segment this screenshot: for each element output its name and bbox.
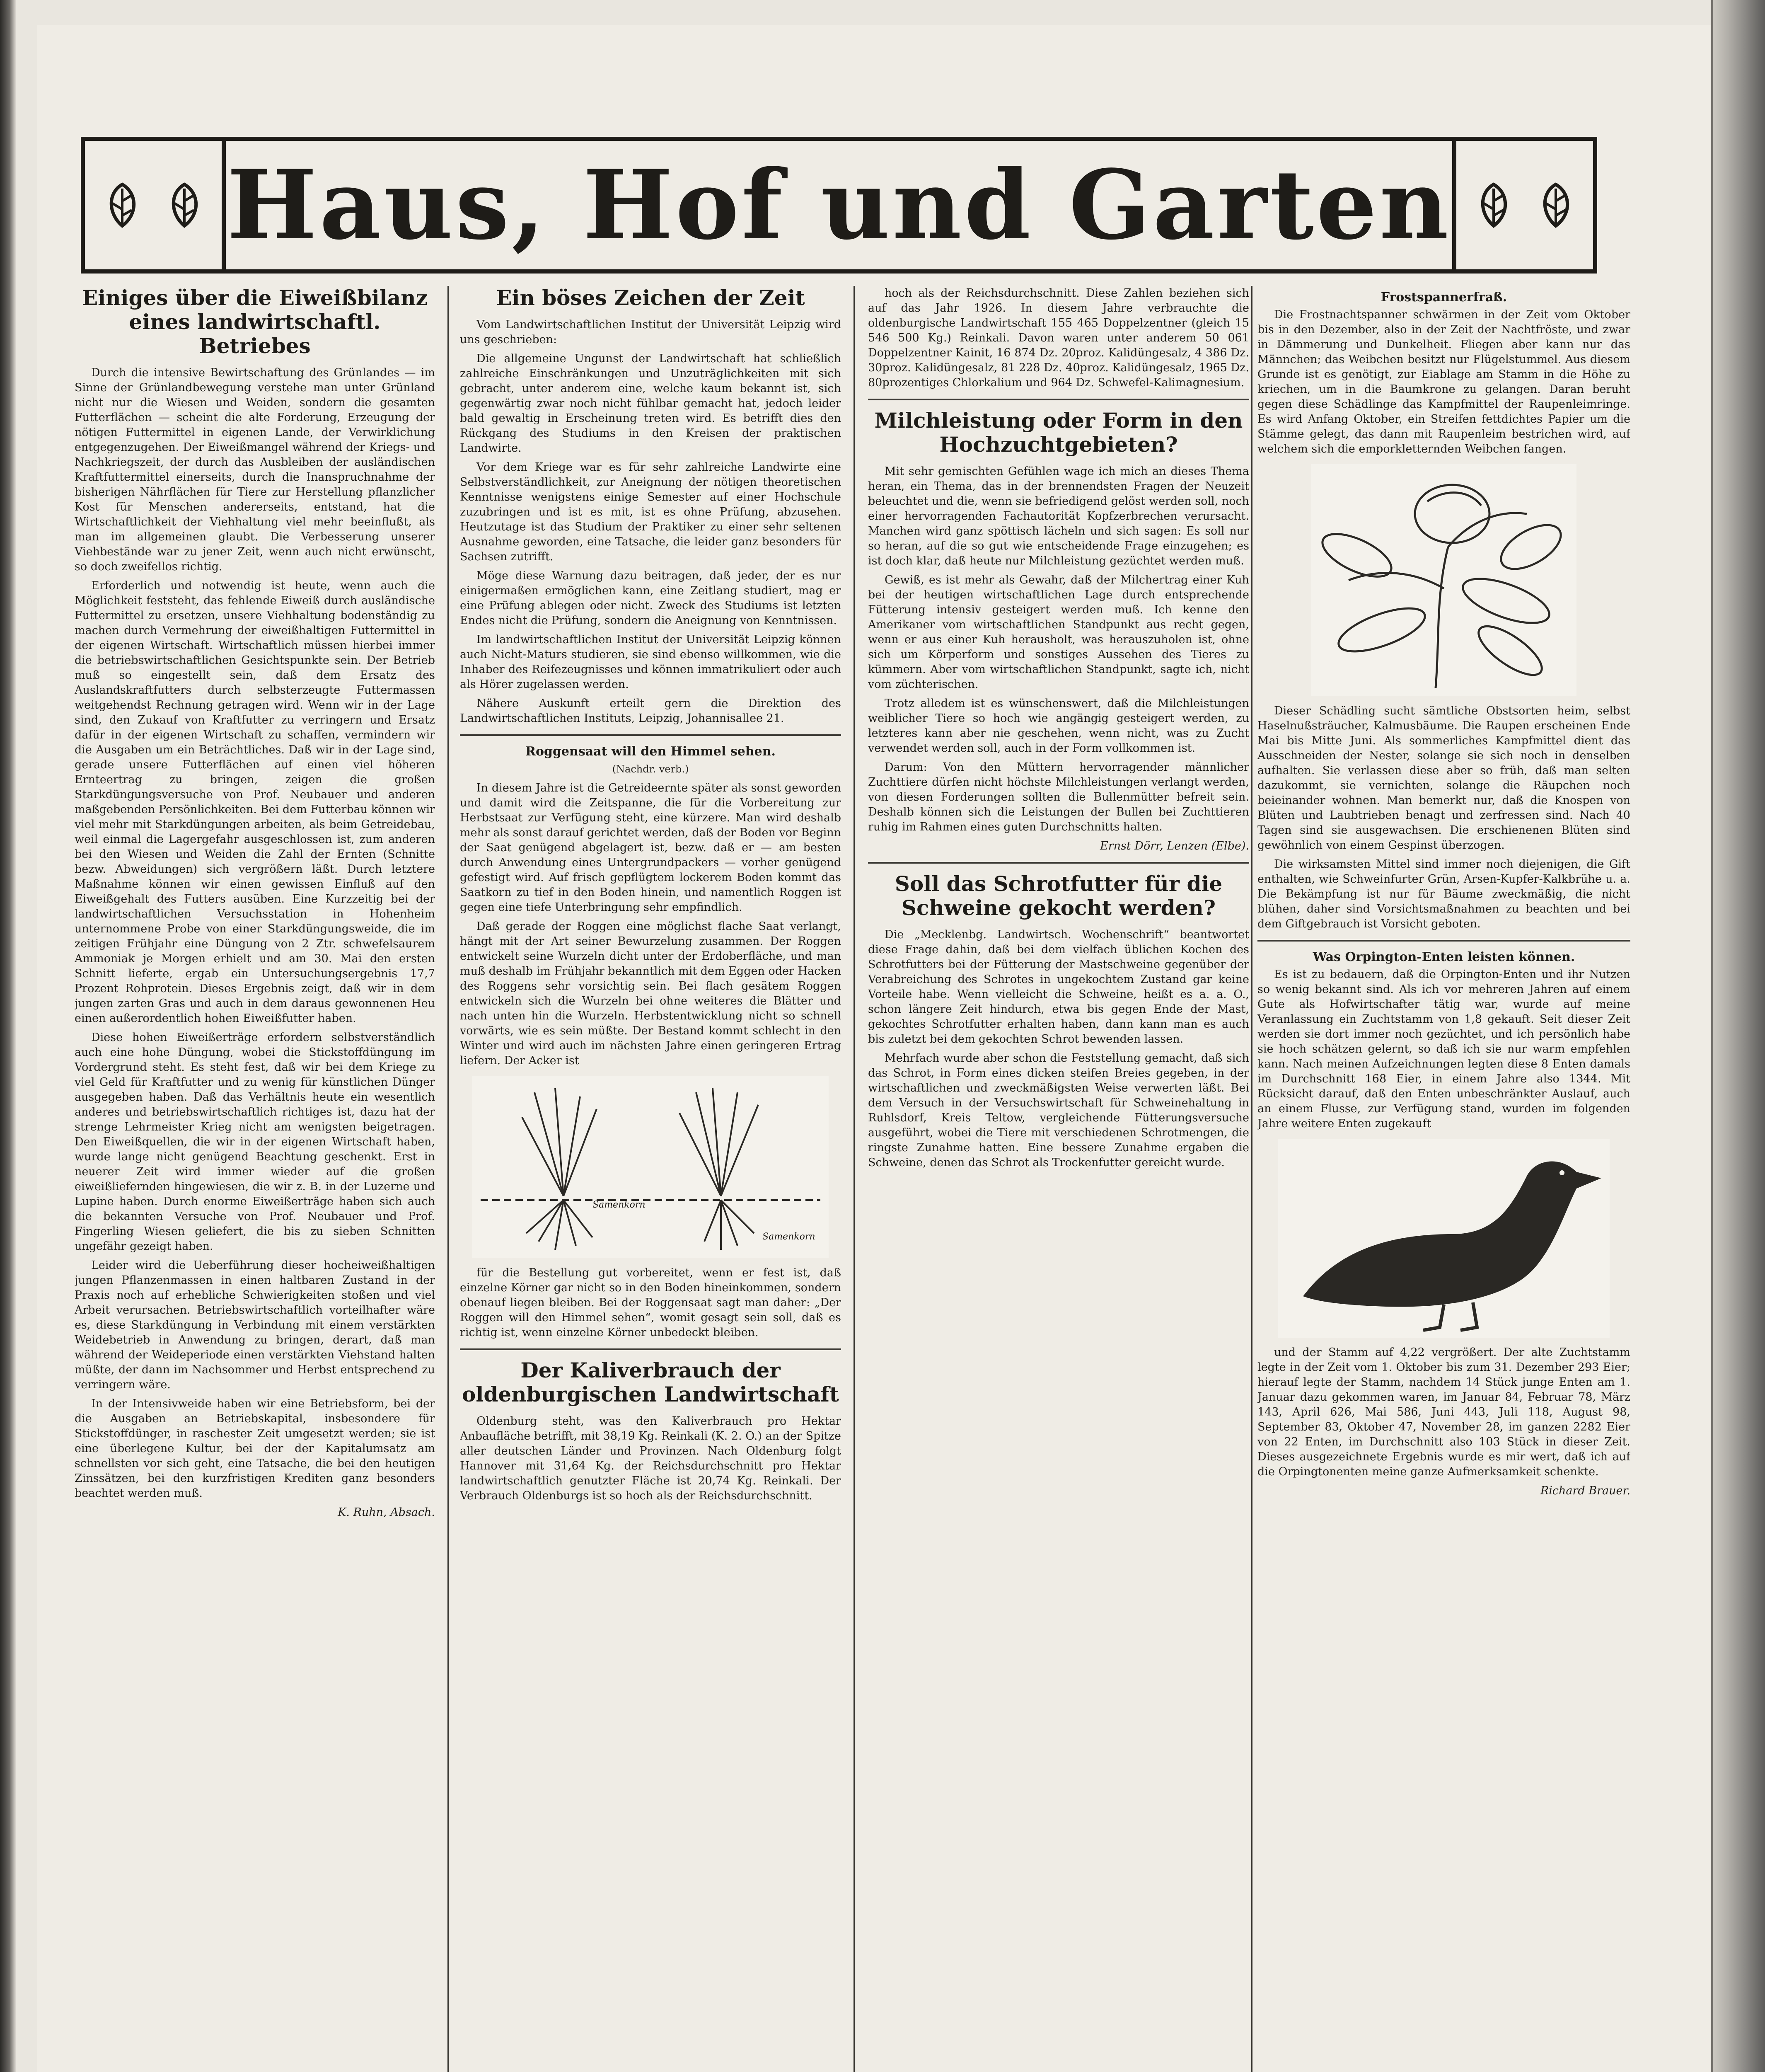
article-paragraph: Die allgemeine Ungunst der Landwirtschaft hat schließlich zahlreiche Einschränkungen und Unzuträglichkeiten mit sich gebracht, unter anderem eine, welche kaum bekannt ist, sich gegenwärtig zwar noch nicht fühlbar gemacht hat, jedoch leider bald gewaltig in Erscheinung treten wird. Es betrifft dies den Rückgang des Studiums in den Kreisen der praktischen Landwirte. [460,352,841,455]
leaf-ornament-right [1452,141,1593,269]
fruit-branch-illustration [1311,464,1576,696]
article-lead: Vom Landwirtschaftlichen Institut der Universität Leipzig wird uns geschrieben: [460,318,841,346]
article-paragraph: Nähere Auskunft erteilt gern die Direktion des Landwirtschaftlichen Instituts, Leipzig, Johannisallee 21. [460,697,841,725]
column-divider [447,286,449,2072]
section-divider [1257,940,1630,942]
article-paragraph: Gewiß, es ist mehr als Gewahr, daß der Milchertrag einer Kuh bei der heutigen wirtschaftlichen Lage durch entsprechende Fütterung intensiv gesteigert werden muß. Ich kenne den Amerikaner vom wirtschaftlichen Standpunkt aus recht gegen, wenn er aus einer Kuh herausholt, was herauszuholen ist, ohne sich um Körperform und sonstiges Aussehen des Tieres zu kümmern. Aber vom wirtschaftlichen Standpunkt, sagte ich, nicht vom züchterischen. [868,574,1249,691]
article-paragraph: Daß gerade der Roggen eine möglichst flache Saat verlangt, hängt mit der Art seiner Bewurzelung zusammen. Der Roggen entwickelt seine Wurzeln dicht unter der Erdoberfläche, und man muß deshalb im Frühjahr bekanntlich mit dem Eggen oder Hacken des Roggens sehr vorsichtig sein. Bei flach gesätem Roggen entwickeln sich die Wurzeln bei ohne weiteres die Blätter und nach unten hin die Wurzeln. Herbstentwicklung nicht so schnell vorwärts, wie es sein müßte. Der Bestand kommt schlecht in den Winter und wird auch im nächsten Jahre einen geringeren Ertrag liefern. Der Acker ist [460,920,841,1067]
article-paragraph: Oldenburg steht, was den Kaliverbrauch pro Hektar Anbaufläche betrifft, mit 38,19 Kg. Reinkali (K. 2. O.) an der Spitze aller deutschen Länder und Provinzen. Nach Oldenburg folgt Hannover mit 31,64 Kg. der Reichsdurchschnitt pro Hektar landwirtschaftlich genutzter Fläche ist 20,74 Kg. Reinkali. Der Verbrauch Oldenburgs ist so hoch als der Reichsdurchschnitt. [460,1415,841,1502]
article-paragraph: für die Bestellung gut vorbereitet, wenn er fest ist, daß einzelne Körner gar nicht so in den Boden hineinkommen, sondern obenauf liegen bleiben. Bei der Roggensaat sagt man daher: „Der Roggen will den Himmel sehen“, womit gesagt sein soll, daß es richtig ist, wenn einzelne Körner unbedeckt bleiben. [460,1266,841,1339]
figure-label: Samenkorn [762,1232,815,1242]
article-paragraph: Mit sehr gemischten Gefühlen wage ich mich an dieses Thema heran, ein Thema, das in der brennendsten Fragen der Neuzeit beleuchtet und die, wenn sie befriedigend gelöst werden soll, noch einer hervorragenden Fachautorität Kopfzerbrechen verursacht. Manchen wird ganz spöttisch lächeln und sich sagen: Es soll nur so heran, auf die so gut wie entscheidende Frage einzugehen; es ist doch klar, daß heute nur Milchleistung gezüchtet werden muß. [868,465,1249,567]
reprint-note: (Nachdr. verb.) [612,763,689,775]
article-paragraph: Durch die intensive Bewirtschaftung des Grünlandes — im Sinne der Grünlandbewegung verstehe man unter Grünland nicht nur die Wiesen und Weiden, sondern die gesamten Futterflächen — scheint die alte Forderung, Erzeugung der nötigen Futtermittel in eigenen Lande, der Verwirklichung entgegenzugehen. Der Eiweißmangel während der Kriegs- und Nachkriegszeit, der durch das Ausbleiben der ausländischen Kraftfuttermittel einerseits, durch die Inanspruchnahme der bisherigen Nährflächen für Tiere zur Herstellung pflanzlicher Kost für Menschen andererseits, entstand, hat die Wirtschaftlichkeit der Viehhaltung viel mehr beeinflußt, als man im allgemeinen glaubt. Die Verbesserung unserer Viehbestände war zu jener Zeit, wenn auch nicht erwünscht, so doch zweifellos richtig. [75,366,435,573]
section-divider [460,1348,841,1350]
article-paragraph: Die Frostnachtspanner schwärmen in der Zeit vom Oktober bis in den Dezember, also in der Zeit der Nachtfröste, und zwar in Dämmerung und Dunkelheit. Fliegen aber kann nur das Männchen; das Weibchen besitzt nur Flügelstummel. Aus diesem Grunde ist es genötigt, zur Eiablage am Stamm in die Höhe zu kriechen, um in die Baumkrone zu gelangen. Daran beruht gegen diese Schädlinge das Kampfmittel der Raupenleimringe. Es wird Anfang Oktober, ein Streifen fettdichtes Papier um die Stämme gelegt, das dann mit Raupenleim bestrichen wird, auf welchem sich die emporkletternden Weibchen fangen. [1257,308,1630,455]
article-paragraph: Es ist zu bedauern, daß die Orpington-Enten und ihr Nutzen so wenig bekannt sind. Als ich vor mehreren Jahren auf einem Gute als Hofwirtschafter tätig war, wurde auf meine Veranlassung ein Zuchtstamm von 1,8 gekauft. Seit dieser Zeit werden sie dort immer noch gezüchtet, und ich persönlich habe sie hoch schätzen gelernt, so daß ich sie nur warm empfehlen kann. Nach meinen Aufzeichnungen legten diese 8 Enten damals im Durchschnitt 168 Eier, in einem Jahre also 1344. Mit Rücksicht darauf, daß den Enten unbeschränkter Auslauf, auch an einem Flusse, zur Verfügung stand, wurden im folgenden Jahre weitere Enten zugekauft [1257,968,1630,1130]
duck-illustration [1278,1139,1610,1338]
leaf-icon [1533,180,1579,230]
leaf-icon [99,180,145,230]
column-divider [853,286,855,2072]
article-title-frostspanner: Frostspannerfraß. [1381,290,1507,305]
article-paragraph: In der Intensivweide haben wir eine Betriebsform, bei der die Ausgaben an Betriebskapital, insbesondere für Stickstoffdünger, in raschester Zeit umgesetzt werden; sie ist eine überlegene Kultur, bei der der Kapitalumsatz am schnellsten vor sich geht, eine Tatsache, die bei den heutigen Zinssätzen, bei den kurzfristigen Krediten ganz besonders beachtet werden muß. [75,1397,435,1500]
leaf-icon [1471,180,1516,230]
article-paragraph: Möge diese Warnung dazu beitragen, daß jeder, der es nur einigermaßen ermöglichen kann, eine Zeitlang studiert, mag er eine Prüfung ablegen oder nicht. Zweck des Studiums ist letzten Endes nicht die Prüfung, sondern die Aneignung von Kenntnissen. [460,569,841,627]
column-4 [1257,286,1630,2072]
column-1 [75,286,435,2072]
article-title-boeses-zeichen: Ein böses Zeichen der Zeit [496,286,805,310]
article-paragraph: Die „Mecklenbg. Landwirtsch. Wochenschrift“ beantwortet diese Frage dahin, daß bei dem vielfach üblichen Kochen des Schrotfutters bei der Fütterung der Mastschweine gegenüber der Verabreichung des Schrotes in ungekochtem Zustand gar keine Vorteile habe. Wenn vielleicht die Schweine, heißt es a. a. O., schon längere Zeit hindurch, etwa bis gegen Ende der Mast, gekochtes Schrotfutter erhalten haben, dann kann man es auch bis zuletzt bei dem gekochten Schrot bewenden lassen. [868,928,1249,1046]
column-3 [868,286,1249,2072]
article-paragraph: Leider wird die Ueberführung dieser hocheiweißhaltigen jungen Pflanzenmassen in einen haltbaren Zustand in der Praxis noch auf erhebliche Schwierigkeiten stoßen und viel Arbeit verursachen. Betriebswirtschaftlich vorteilhafter wäre es, diese Starkdüngung in Verbindung mit einem verstärkten Weidebetrieb in Anwendung zu bringen, derart, daß man während der Weideperiode einen verstärkten Viehstand halten müßte, der dann im Nachsommer und Herbst entsprechend zu verringern wäre. [75,1259,435,1391]
headline-frame [81,137,1597,274]
article-signature: Richard Brauer. [1540,1484,1630,1497]
article-paragraph: Erforderlich und notwendig ist heute, wenn auch die Möglichkeit feststeht, das fehlende Eiweiß durch ausländische Futtermittel zu ersetzen, unsere Viehhaltung bodenständig zu machen durch Vermehrung der eiweißhaltigen Futtermittel in der eigenen Wirtschaft. Wirtschaftlich müssen hierbei immer die betriebswirtschaftlichen Gesichtspunkte sein. Der Betrieb muß so eingestellt sein, daß dem Ersatz des Auslandskraftfutters durch selbsterzeugte Futtermassen weitgehendst Rechnung getragen wird. Wenn wir in der Lage sind, den Zukauf von Kraftfutter zu verringern und Ersatz dafür in der eigenen Wirtschaft zu schaffen, vermindern wir die Ausgaben um ein Beträchtliches. Daß wir in der Lage sind, gerade unsere Futterflächen auf einen viel höheren Ernteertrag zu bringen, zeigen die großen Starkdüngungsversuche von Prof. Neubauer und anderen maßgebenden Persönlichkeiten. Bei dem Futterbau können wir viel mehr mit Starkdüngungen arbeiten, als beim Getreidebau, weil einmal die Lagergefahr ausgeschlossen ist, zum anderen bei den Wiesen und Weiden die Zahl der Ernten (Schnitte bezw. Abweidungen) sich vergrößern läßt. Durch letztere Maßnahme können wir einen gewissen Einfluß auf den Eiweißgehalt des Futters ausüben. Eine Kurzzeitig bei der landwirtschaftlichen Versuchsstation in Hohenheim unternommene Probe von einer Starkdüngungsweide, die im zeitigen Frühjahr eine Düngung von 2 Ztr. schwefelsaurem Ammoniak je Morgen erhielt und am 30. Mai den ersten Schnitt lieferte, ergab ein Untersuchungsergebnis 17,7 Prozent Rohprotein. Dieses Ergebnis zeigt, daß wir in dem jungen zarten Gras und auch in dem daraus gewonnenen Heu einen außerordentlich hohen Eiweißfutter haben. [75,579,435,1025]
article-title-milchleistung: Milchleistung oder Form in den Hochzuchtgebieten? [874,408,1243,457]
column-divider [1251,286,1252,2072]
article-paragraph: Vor dem Kriege war es für sehr zahlreiche Landwirte eine Selbstverständlichkeit, zur Aneignung der nötigen theoretischen Kenntnisse wenigstens einige Semester auf einer Hochschule zuzubringen und ist es mit, ist es ohne Prüfung, abzusehen. Heutzutage ist das Studium der Praktiker zu einer sehr seltenen Ausnahme geworden, eine Tatsache, die leider ganz besonders für Sachsen zutrifft. [460,461,841,563]
article-title-schrotfutter: Soll das Schrotfutter für die Schweine gekocht werden? [895,871,1223,920]
article-paragraph: Trotz alledem ist es wünschenswert, daß die Milchleistungen weiblicher Tiere so hoch wie angängig gesteigert werden, zu letzteres kann aber nie geschehen, wenn nicht, was zu Zucht verwendet werden soll, auch in der Form vollkommen ist. [868,697,1249,755]
book-binding-edge [1711,0,1765,2072]
article-paragraph: Diese hohen Eiweißerträge erfordern selbstverständlich auch eine hohe Düngung, wobei die Stickstoffdüngung im Vordergrund steht. Es steht fest, daß wir bei dem Kriege zu viel Geld für Kraftfutter und zu wenig für künstlichen Dünger ausgegeben haben. Daß das Verhältnis heute ein wesentlich anderes und betriebswirtschaftlich richtiges ist, dazu hat der strenge Lehrmeister Krieg nicht am wenigsten beigetragen. Den Eiweißquellen, die wir in der eigenen Wirtschaft haben, wurde lange nicht genügend Beachtung geschenkt. Erst in neuerer Zeit wird immer wieder auf die großen eiweißliefernden hingewiesen, die wir z. B. in der Luzerne und Lupine haben. Durch enorme Eiweißerträge haben sich auch die bekannten Versuche von Prof. Neubauer und Prof. Fingerling Wiesen geliefert, die bis zu sieben Schnitten ungefähr gezeigt haben. [75,1031,435,1253]
section-divider [868,399,1249,400]
column-2 [460,286,841,2072]
figure-label: Samenkorn [592,1200,646,1210]
rye-seedling-illustration [472,1076,829,1258]
article-paragraph: Dieser Schädling sucht sämtliche Obstsorten heim, selbst Haselnußsträucher, Kalmusbäume. Die Raupen erscheinen Ende Mai bis Mitte Juni. Als sommerliches Kampfmittel dient das Ausschneiden der Nester, solange sie sich noch in denselben aufhalten. Sie verlassen diese aber so früh, daß man selten dazukommt, sie vernichten, solange die Räupchen noch beieinander wohnen. Man bemerkt nur, daß die Knospen von Blüten und Laubtrieben benagt und zerfressen sind. Nach 40 Tagen sind sie ausgewachsen. Die erschienenen Blüten sind gewöhnlich von einem Gespinst überzogen. [1257,704,1630,852]
section-divider [460,734,841,736]
article-title-roggensaat: Roggensaat will den Himmel sehen. [525,744,776,759]
article-title-eiweissbilanz: Einiges über die Eiweißbilanz eines landwirtschaftl. Betriebes [82,286,428,358]
section-divider [868,862,1249,864]
page-headline: Haus, Hof und Garten [227,149,1451,261]
article-paragraph: und der Stamm auf 4,22 vergrößert. Der alte Zuchtstamm legte in der Zeit vom 1. Oktober bis zum 31. Dezember 293 Eier; hierauf legte der Stamm, nachdem 14 Stück junge Enten am 1. Januar dazu gekommen waren, im Januar 84, Februar 78, März 143, April 626, Mai 586, Juni 443, Juli 118, August 98, September 83, Oktober 47, November 28, im ganzen 2282 Eier von 22 Enten, im Durchschnitt also 103 Stück in dieser Zeit. Dieses ausgezeichnete Ergebnis wurde es mir wert, daß ich auf die Orpingtonenten meine ganze Aufmerksamkeit schenkte. [1257,1346,1630,1478]
article-paragraph: Im landwirtschaftlichen Institut der Universität Leipzig können auch Nicht-Maturs studieren, sie sind ebenso willkommen, wie die Inhaber des Reifezeugnisses und können immatrikuliert oder auch als Hörer zugelassen werden. [460,633,841,691]
article-paragraph: Die wirksamsten Mittel sind immer noch diejenigen, die Gift enthalten, wie Schweinfurter Grün, Arsen-Kupfer-Kalkbrühe u. a. Die Bekämpfung ist nur für Bäume zweckmäßig, die nicht blühen, daher sind Vorsichtsmaßnahmen zu beachten und bei dem Giftgebrauch ist Vorsicht geboten. [1257,858,1630,930]
article-paragraph: Darum: Von den Müttern hervorragender männlicher Zuchttiere dürfen nicht höchste Milchleistungen verlangt werden, von diesen Forderungen sollten die Bullenmütter befreit sein. Deshalb können sich die Leistungen der Bullen bei Zuchttieren ruhig im Rahmen eines guten Durchschnitts halten. [868,761,1249,833]
article-title-kaliverbrauch: Der Kaliverbrauch der oldenburgischen Landwirtschaft [462,1358,839,1406]
article-signature: Ernst Dörr, Lenzen (Elbe). [1100,840,1249,852]
leaf-ornament-left [85,141,226,269]
book-gutter [0,0,16,2072]
article-title-orpington-enten: Was Orpington-Enten leisten können. [1313,950,1575,964]
article-signature: K. Ruhn, Absach. [338,1506,435,1519]
article-paragraph: Mehrfach wurde aber schon die Feststellung gemacht, daß sich das Schrot, in Form eines dicken steifen Breies gegeben, in der wirtschaftlichen und zweckmäßigsten Weise verwerten läßt. Bei dem Versuch in der Versuchswirtschaft für Schweinehaltung in Ruhlsdorf, Kreis Teltow, vergleichende Fütterungsversuche ausgeführt, wobei die Tiere mit verschiedenen Schrotmengen, die ringste Zunahme hatten. Eine bessere Zunahme ergaben die Schweine, denen das Schrot als Trockenfutter gereicht wurde. [868,1052,1249,1169]
leaf-icon [162,180,207,230]
article-paragraph: hoch als der Reichsdurchschnitt. Diese Zahlen beziehen sich auf das Jahr 1926. In diesem Jahre verbrauchte die oldenburgische Landwirtschaft 155 465 Doppelzentner (gleich 15 546 500 Kg.) Reinkali. Davon waren unter anderem 50 061 Doppelzentner Kainit, 16 874 Dz. 20proz. Kalidüngesalz, 4 386 Dz. 30proz. Kalidüngesalz, 81 228 Dz. 40proz. Kalidüngesalz, 1965 Dz. 80prozentiges Chlorkalium und 964 Dz. Schwefel-Kalimagnesium. [868,287,1249,389]
article-paragraph: In diesem Jahre ist die Getreideernte später als sonst geworden und damit wird die Zeitspanne, die für die Vorbereitung zur Herbstsaat zur Verfügung steht, eine kürzere. Man wird deshalb mehr als sonst darauf gerichtet werden, daß der Boden vor Beginn der Saat genügend abgelagert ist, bezw. daß er — am besten durch Anwendung eines Untergrundpackers — vorher genügend gefestigt wird. Auf frisch gepflügtem lockerem Boden kommt das Saatkorn zu tief in den Boden hinein, und namentlich Roggen ist gegen eine tiefe Unterbringung sehr empfindlich. [460,782,841,914]
